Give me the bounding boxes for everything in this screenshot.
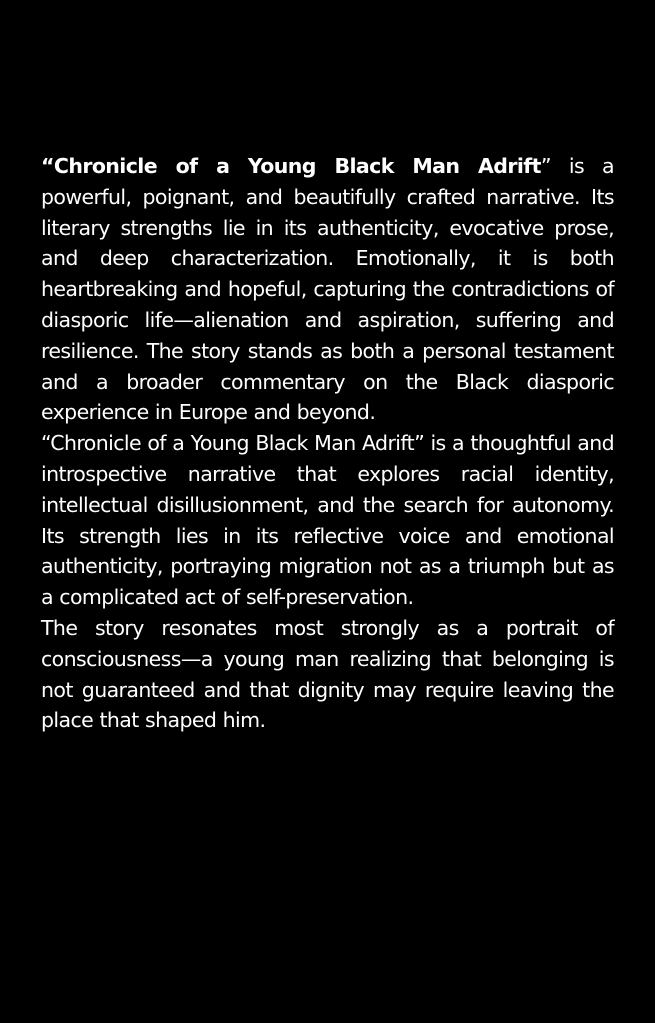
paragraph-conclusion: The story resonates most strongly as a portrait of consciousness—a young man realizing that belonging is not guaranteed and that dignity may require leaving the place that shaped him. <box>41 615 614 733</box>
paragraph-analysis: “Chronicle of a Young Black Man Adrift” is a thoughtful and introspective narrative that explores racial identity, intellectual disillusionment, and the search for autonomy. Its strength lies in its reflective voice and emotional authenticity, portraying migration not as a triumph but as a complicated act of self-preservation. <box>41 431 614 610</box>
paragraph-intro-body: ” is a powerful, poignant, and beautifully crafted narrative. Its literary strengths lie in its authenticity, evocative prose, and deep characterization. Emotionally, it is both heartbreaking and hopeful, capturing the contradictions of diasporic life—alienation and aspiration, suffering and resilience. The story stands as both a personal testament and a broader commentary on the Black diasporic experience in Europe and beyond. <box>41 154 615 425</box>
book-title: Chronicle of a Young Black Man Adrift <box>53 154 541 178</box>
title-open-quote: “ <box>41 154 54 178</box>
review-text <box>41 151 614 736</box>
paragraph-intro <box>41 151 614 428</box>
